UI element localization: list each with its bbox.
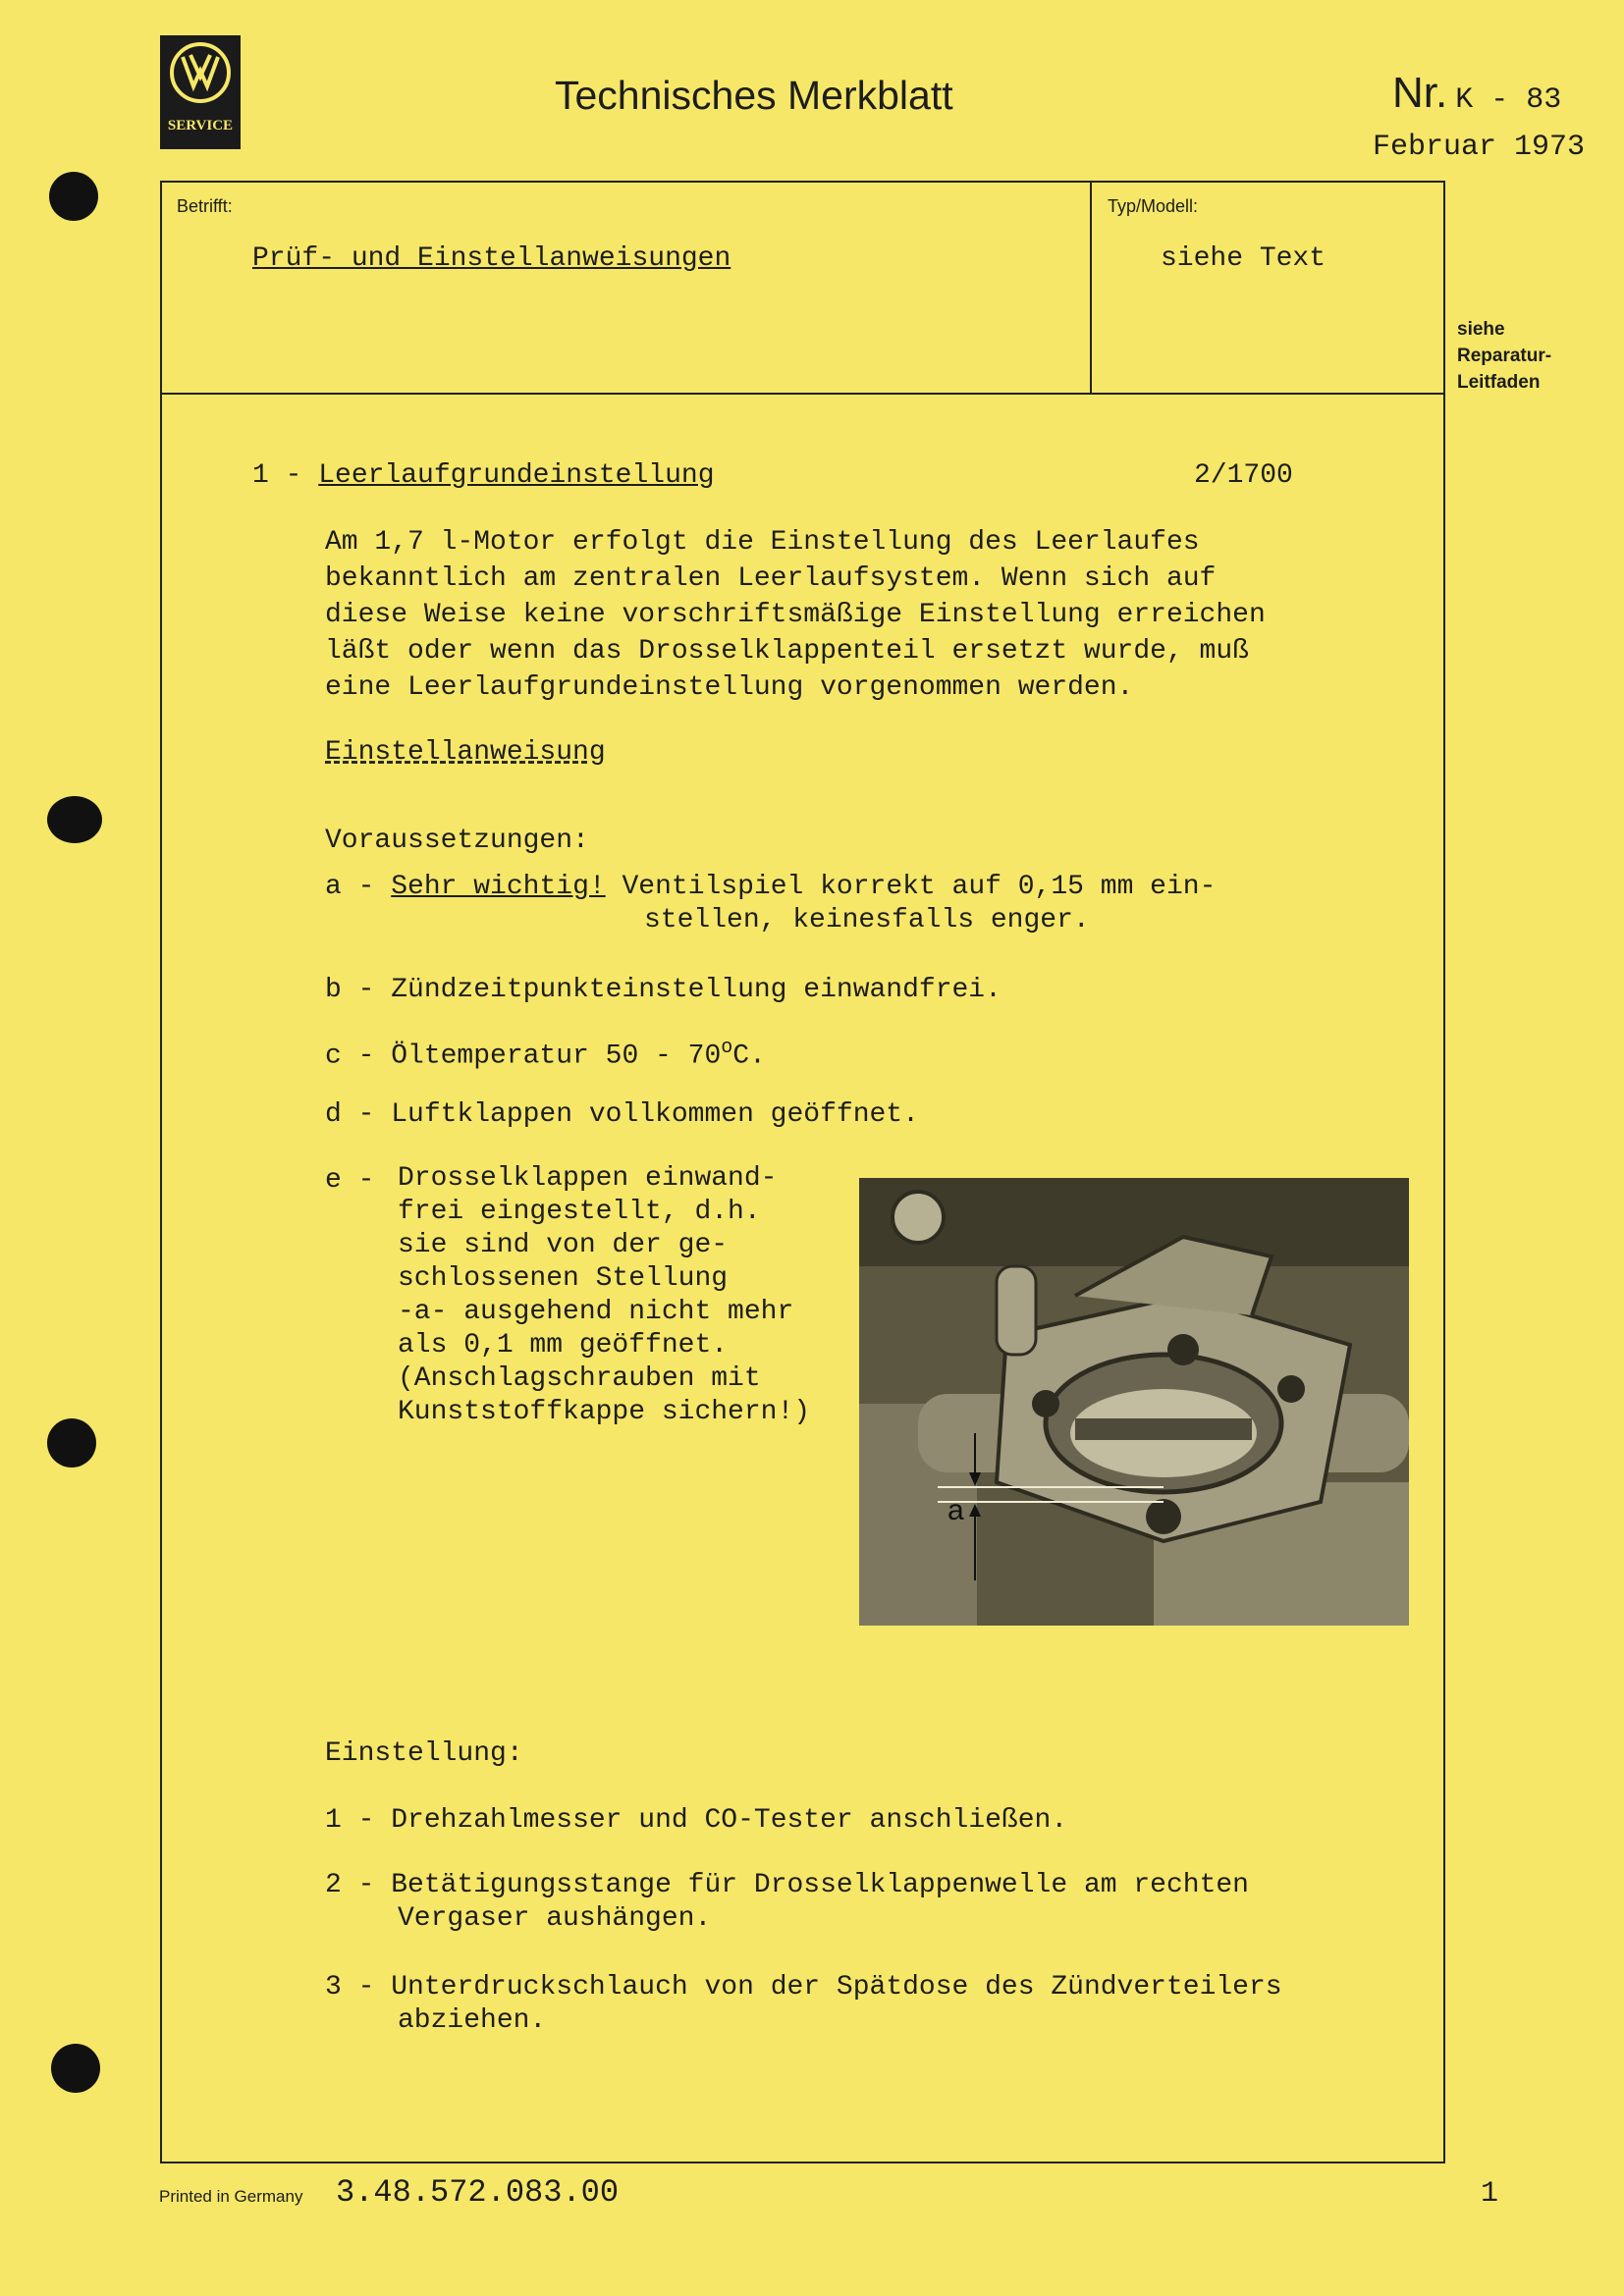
print-code: 3.48.572.083.00 — [336, 2174, 620, 2211]
prereq-item-e-key: e - — [325, 1165, 375, 1196]
model-value: siehe Text — [1161, 243, 1326, 274]
nr-value: K - 83 — [1455, 83, 1562, 117]
item-line: Drosselklappen einwand- — [398, 1163, 778, 1194]
item-line: schlossenen Stellung — [398, 1263, 729, 1294]
item-key: a - — [325, 872, 375, 902]
header-column-divider — [1090, 181, 1092, 394]
side-note — [1457, 316, 1551, 396]
subject-label: Betrifft: — [177, 196, 233, 216]
punch-hole — [51, 2044, 100, 2093]
printed-in-label: Printed in Germany — [159, 2187, 303, 2206]
step-2 — [325, 1867, 1249, 1903]
section-title: Leerlaufgrundeinstellung — [318, 460, 715, 491]
step-text: Drehzahlmesser und CO-Tester anschließen. — [391, 1805, 1068, 1836]
side-note-line: Reparatur- — [1457, 346, 1552, 366]
vw-service-logo — [160, 35, 241, 149]
section-number: 1 - — [252, 460, 302, 491]
prerequisites-label: Voraussetzungen: — [325, 826, 589, 856]
header-divider — [160, 393, 1445, 395]
item-line: sie sind von der ge- — [398, 1230, 729, 1260]
step-number: 3 - — [325, 1972, 375, 2002]
document-number — [1392, 69, 1561, 118]
unit: C. — [732, 1041, 766, 1072]
paragraph-line: eine Leerlaufgrundeinstellung vorgenommen werden. — [325, 672, 1134, 703]
paragraph-line: läßt oder wenn das Drosselklappenteil ersetzt wurde, muß — [325, 636, 1249, 667]
item-line: frei eingestellt, d.h. — [398, 1197, 761, 1227]
logo-label: SERVICE — [167, 118, 234, 133]
section-reference: 2/1700 — [1194, 460, 1293, 491]
intro-paragraph — [325, 524, 1266, 706]
item-line: -a- ausgehend nicht mehr — [398, 1297, 794, 1327]
prereq-item-c — [325, 1030, 766, 1074]
prereq-item-b: b - Zündzeitpunkteinstellung einwandfrei. — [325, 975, 1001, 1005]
prereq-item-d: d - Luftklappen vollkommen geöffnet. — [325, 1099, 919, 1130]
section-heading — [252, 457, 715, 494]
item-emphasis: Sehr wichtig! — [391, 872, 606, 902]
item-line: (Anschlagschrauben mit — [398, 1363, 761, 1394]
punch-hole — [47, 1418, 96, 1468]
prereq-item-a — [325, 869, 1216, 905]
throttle-valve-photo — [859, 1178, 1409, 1626]
vw-logo-icon — [169, 41, 232, 104]
step-3 — [325, 1969, 1282, 2005]
prereq-item-e — [398, 1162, 810, 1429]
item-line: Kunststoffkappe sichern!) — [398, 1397, 811, 1427]
degree-sign: o — [721, 1037, 733, 1059]
step-text: Unterdruckschlauch von der Spätdose des Zündverteilers — [391, 1972, 1282, 2002]
side-note-line: siehe — [1457, 319, 1505, 340]
item-text: c - Öltemperatur 50 - 70 — [325, 1041, 722, 1072]
page-number: 1 — [1481, 2177, 1499, 2211]
step-1 — [325, 1802, 1067, 1839]
punch-hole — [49, 172, 98, 221]
step-3-cont: abziehen. — [398, 2005, 547, 2036]
item-line: als 0,1 mm geöffnet. — [398, 1330, 729, 1361]
page-title: Technisches Merkblatt — [555, 73, 953, 118]
step-number: 1 - — [325, 1805, 375, 1836]
settings-label: Einstellung: — [325, 1738, 523, 1769]
paragraph-line: diese Weise keine vorschriftsmäßige Einstellung erreichen — [325, 600, 1266, 630]
side-note-line: Leitfaden — [1457, 372, 1541, 393]
item-text: Ventilspiel korrekt auf 0,15 mm ein- — [622, 872, 1217, 902]
step-number: 2 - — [325, 1870, 375, 1900]
step-text: Betätigungsstange für Drosselklappenwelle am rechten — [391, 1870, 1249, 1900]
paragraph-line: Am 1,7 l-Motor erfolgt die Einstellung des Leerlaufes — [325, 527, 1200, 558]
nr-label: Nr. — [1392, 69, 1448, 117]
subject-value: Prüf- und Einstellanweisungen — [252, 243, 731, 274]
model-label: Typ/Modell: — [1108, 196, 1199, 216]
sub-heading: Einstellanweisung — [325, 737, 606, 768]
step-2-cont: Vergaser aushängen. — [398, 1903, 712, 1934]
prereq-item-a-cont: stellen, keinesfalls enger. — [644, 905, 1090, 935]
punch-hole — [47, 796, 102, 843]
paragraph-line: bekanntlich am zentralen Leerlaufsystem. Wenn sich auf — [325, 563, 1217, 594]
photo-label-a: a — [947, 1494, 964, 1526]
document-date: Februar 1973 — [1373, 131, 1586, 164]
